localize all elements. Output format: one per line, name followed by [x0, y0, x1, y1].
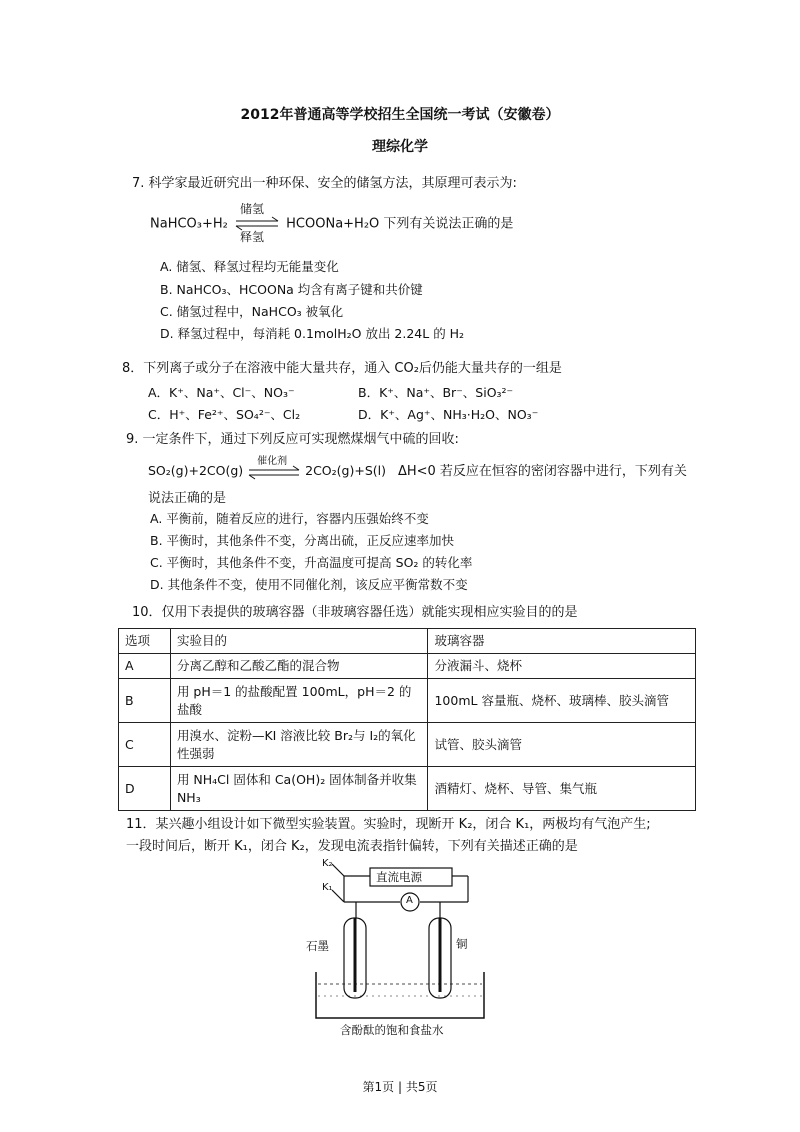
q10-table [118, 628, 696, 811]
table-cell: D [119, 767, 171, 811]
q9-reversible-arrow [247, 455, 301, 480]
page-footer: 第1页 | 共5页 [362, 1080, 438, 1094]
q8-option-a: A．K⁺、Na⁺、Cl⁻、NO₃⁻ [148, 385, 295, 400]
table-cell: 用溴水、淀粉—KI 溶液比较 Br₂与 I₂的氧化性强弱 [170, 723, 428, 767]
q9-stem-2: 说法正确的是 [148, 491, 227, 506]
q10-stem: 10．仅用下表提供的玻璃容器（非玻璃容器任选）就能实现相应实验目的的是 [132, 605, 578, 620]
q8-option-b: B．K⁺、Na⁺、Br⁻、SiO₃²⁻ [358, 385, 514, 400]
q7-eq-right: HCOONa+H₂O [286, 216, 380, 232]
q9-option-a: A. 平衡前，随着反应的进行，容器内压强始终不变 [150, 511, 429, 526]
table-cell: 分离乙醇和乙酸乙酯的混合物 [170, 654, 428, 679]
q9-option-c: C. 平衡时，其他条件不变，升高温度可提高 SO₂ 的转化率 [150, 555, 473, 570]
q7-eq-bottom: 释氢 [240, 230, 265, 244]
reversible-arrow-icon [247, 464, 301, 480]
q9-eq-top: 催化剂 [257, 455, 288, 467]
power-supply-label: 直流电源 [376, 870, 422, 884]
table-row [119, 723, 696, 767]
left-electrode-label: 石墨 [306, 939, 329, 953]
right-electrode-label: 铜 [456, 937, 468, 951]
q7-reversible-arrow [234, 202, 280, 244]
q8-option-c: C．H⁺、Fe²⁺、SO₄²⁻、Cl₂ [148, 407, 301, 422]
q7-option-d: D. 释氢过程中，每消耗 0.1molH₂O 放出 2.24L 的 H₂ [160, 326, 465, 341]
q9-equation [148, 455, 687, 480]
table-cell: C [119, 723, 171, 767]
table-header-cell: 实验目的 [170, 629, 428, 654]
paper-subtitle: 理综化学 [372, 139, 428, 155]
q11-line-2: 一段时间后，断开 K₁，闭合 K₂，发现电流表指针偏转，下列有关描述正确的是 [126, 839, 578, 854]
q7-stem: 7. 科学家最近研究出一种环保、安全的储氢方法，其原理可表示为: [132, 176, 517, 191]
q9-option-b: B. 平衡时，其他条件不变，分离出硫，正反应速率加快 [150, 533, 455, 548]
q7-option-c: C. 储氢过程中，NaHCO₃ 被氧化 [160, 304, 344, 319]
table-header-row [119, 629, 696, 654]
table-cell: B [119, 679, 171, 723]
table-row [119, 767, 696, 811]
paper-title: 2012年普通高等学校招生全国统一考试（安徽卷） [240, 107, 560, 123]
table-header-cell: 选项 [119, 629, 171, 654]
electrolysis-diagram [306, 856, 490, 1040]
q7-eq-left: NaHCO₃+H₂ [150, 216, 228, 232]
q7-equation [150, 202, 514, 244]
q7-eq-top: 储氢 [240, 202, 265, 216]
q7-option-b: B. NaHCO₃、HCOONa 均含有离子键和共价键 [160, 282, 423, 297]
switch-k2-label: K₂ [322, 858, 333, 869]
table-cell: 用 NH₄Cl 固体和 Ca(OH)₂ 固体制备并收集 NH₃ [170, 767, 428, 811]
q9-eq-right: 2CO₂(g)+S(l) [305, 463, 386, 478]
table-cell: 分液漏斗、烧杯 [428, 654, 696, 679]
q9-option-d: D. 其他条件不变，使用不同催化剂，该反应平衡常数不变 [150, 577, 468, 592]
q9-eq-tail: ΔH<0 若反应在恒容的密闭容器中进行，下列有关 [397, 464, 687, 479]
q9-stem: 9. 一定条件下，通过下列反应可实现燃煤烟气中硫的回收: [126, 432, 459, 447]
table-cell: 用 pH＝1 的盐酸配置 100mL，pH＝2 的盐酸 [170, 679, 428, 723]
table-cell: A [119, 654, 171, 679]
table-cell: 100mL 容量瓶、烧杯、玻璃棒、胶头滴管 [428, 679, 696, 723]
solution-label: 含酚酞的饱和食盐水 [340, 1023, 444, 1037]
q8-option-d: D．K⁺、Ag⁺、NH₃·H₂O、NO₃⁻ [358, 407, 539, 422]
table-row [119, 654, 696, 679]
q9-eq-left: SO₂(g)+2CO(g) [148, 463, 244, 478]
table-row [119, 679, 696, 723]
table-header-cell: 玻璃容器 [428, 629, 696, 654]
q11-line-1: 11．某兴趣小组设计如下微型实验装置。实验时，现断开 K₂，闭合 K₁，两极均有气泡产生; [126, 817, 651, 832]
switch-k1-label: K₁ [322, 882, 333, 893]
table-cell: 试管、胶头滴管 [428, 723, 696, 767]
ammeter-label: A [406, 895, 413, 906]
q7-eq-tail: 下列有关说法正确的是 [383, 216, 514, 232]
table-cell: 酒精灯、烧杯、导管、集气瓶 [428, 767, 696, 811]
q8-stem: 8．下列离子或分子在溶液中能大量共存，通入 CO₂后仍能大量共存的一组是 [122, 361, 562, 376]
q7-option-a: A. 储氢、释氢过程均无能量变化 [160, 259, 339, 274]
